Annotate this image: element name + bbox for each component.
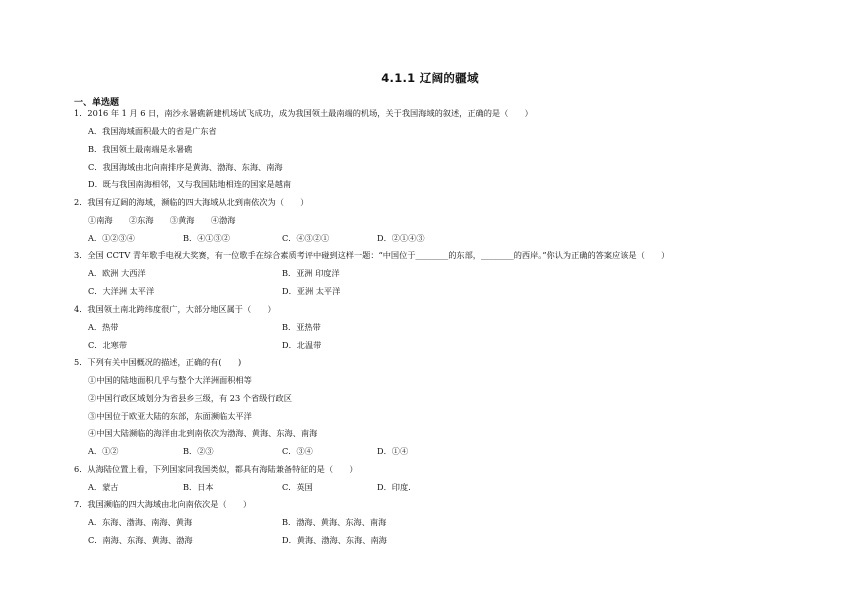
question-2-option-c: C．④③②① (282, 233, 330, 243)
question-6-stem: 6．从海陆位置上看，下列国家同我国类似，都具有海陆兼备特征的是（ ） (74, 464, 358, 474)
question-5-item-3: ③中国位于欧亚大陆的东部，东面濒临太平洋 (88, 411, 252, 421)
question-7-option-d: D．黄海、渤海、东海、南海 (282, 535, 387, 545)
question-7-option-b: B．渤海、黄海、东海、南海 (282, 517, 387, 527)
question-1-option-a: A．我国海域面积最大的省是广东省 (88, 126, 217, 136)
question-2-option-b: B．④①③② (183, 233, 230, 243)
question-3-option-c: C．大洋洲 太平洋 (88, 286, 155, 296)
question-5-option-c: C．③④ (282, 446, 313, 456)
section-heading: 一、单选题 (74, 98, 120, 108)
question-6-option-d: D．印度. (377, 482, 411, 492)
question-7-option-a: A．东海、渤海、南海、黄海 (88, 517, 193, 527)
question-2-option-d: D．②①④③ (377, 233, 425, 243)
question-5-item-2: ②中国行政区域划分为省县乡三级，有 23 个省级行政区 (88, 393, 292, 403)
question-4-option-c: C．北寒带 (88, 340, 128, 350)
question-5-option-b: B．②③ (183, 446, 214, 456)
question-4-option-d: D．北温带 (282, 340, 322, 350)
question-6-option-b: B．日本 (183, 482, 214, 492)
question-4-option-a: A．热带 (88, 322, 119, 332)
question-5-item-4: ④中国大陆濒临的海洋由北到南依次为渤海、黄海、东海、南海 (88, 428, 318, 438)
question-1-option-b: B．我国领土最南端是永暑礁 (88, 144, 193, 154)
question-2-stem: 2．我国有辽阔的海域，濒临的四大海域从北到南依次为（ ） (74, 197, 309, 207)
question-5-option-d: D．①④ (377, 446, 409, 456)
question-3-stem: 3．全国 CCTV 青年歌手电视大奖赛，有一位歌手在综合素质考评中碰到这样一题：“中国位于________的东部，________的西岸。”你认为正确的答案应该是（ ） (74, 250, 670, 260)
question-4-stem: 4．我国领土南北跨纬度很广，大部分地区属于（ ） (74, 304, 276, 314)
question-7-option-c: C．南海、东海、黄海、渤海 (88, 535, 193, 545)
question-4-option-b: B．亚热带 (282, 322, 321, 332)
question-5-option-a: A．①② (88, 446, 119, 456)
question-1-option-c: C．我国海域由北向南排序是黄海、渤海、东海、南海 (88, 162, 283, 172)
question-3-option-a: A．欧洲 大西洋 (88, 268, 146, 278)
question-5-stem: 5．下列有关中国概况的描述，正确的有( ) (74, 357, 242, 367)
question-6-option-a: A．蒙古 (88, 482, 119, 492)
question-2-items: ①南海 ②东海 ③黄海 ④渤海 (88, 215, 236, 225)
page-title: 4.1.1 辽阔的疆域 (381, 71, 479, 85)
question-1-option-d: D．既与我国南海相邻，又与我国陆地相连的国家是越南 (88, 179, 292, 189)
question-1-stem: 1．2016 年 1 月 6 日，南沙永暑礁新建机场试飞成功，成为我国领土最南端的机场，关于我国海域的叙述，正确的是（ ） (74, 108, 533, 118)
question-3-option-b: B．亚洲 印度洋 (282, 268, 340, 278)
question-7-stem: 7．我国濒临的四大海域由北向南依次是（ ） (74, 499, 252, 509)
question-6-option-c: C．英国 (282, 482, 313, 492)
question-5-item-1: ①中国的陆地面积几乎与整个大洋洲面积相等 (88, 375, 252, 385)
question-3-option-d: D．亚洲 太平洋 (282, 286, 341, 296)
question-2-option-a: A．①②③④ (88, 233, 135, 243)
